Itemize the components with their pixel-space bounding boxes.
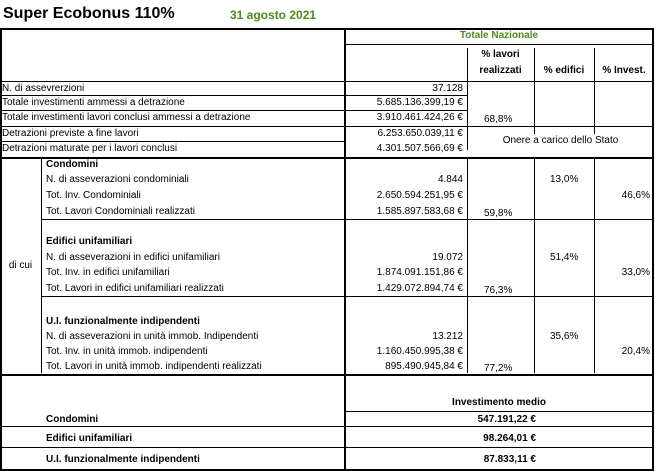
group-item-pct-invest: 46,6% [621, 190, 650, 201]
group-item-label: N. di asseverazioni in edifici unifamiliari [46, 252, 220, 263]
group-title-unifamiliari: Edifici unifamiliari [46, 236, 133, 247]
avg-label: U.I. funzionalmente indipendenti [46, 454, 200, 465]
page-title: Super Ecobonus 110% [3, 5, 175, 22]
group-item-label: Tot. Lavori Condominiali realizzati [46, 206, 195, 217]
group-item-pct-invest: 20,4% [621, 346, 650, 357]
group-item-label: Tot. Inv. Condominiali [46, 190, 141, 201]
avg-label: Condomini [46, 414, 99, 425]
row-value: 6.253.650.039,11 € [377, 128, 463, 139]
line-group1 [41, 219, 654, 220]
header-pct-buildings: % edifici [543, 65, 585, 76]
group-item-value: 1.429.072.894,74 € [376, 283, 463, 294]
group-item-value: 895.490.945,84 € [385, 361, 463, 372]
header-pct-works-1: % lavori [481, 49, 520, 60]
group-item-pct-works: 76,3% [484, 285, 513, 296]
line-row3 [0, 126, 654, 127]
divider-buildings-col [534, 48, 535, 134]
avg-value: 98.264,01 € [483, 433, 536, 444]
group-item-label: Tot. Lavori in edifici unifamiliari realizzati [46, 283, 224, 294]
header-pct-works-2: realizzati [479, 65, 522, 76]
line-details-bottom [0, 374, 654, 376]
avg-value: 87.833,11 € [483, 454, 536, 465]
group-item-label: N. di asseverazioni in unità immob. Indipendenti [46, 331, 259, 342]
row-label: Detrazioni previste a fine lavori [2, 128, 139, 139]
group-item-label: Tot. Inv. in edifici unifamiliari [46, 267, 170, 278]
avg-value: 547.191,22 € [477, 414, 536, 425]
row-label: Totale investimenti ammessi a detrazione [2, 97, 185, 108]
state-charge-label: Onere a carico dello Stato [502, 135, 619, 146]
divider-works-col-lower [467, 158, 468, 373]
line-row4 [0, 141, 344, 142]
divider-invest-col-lower [594, 158, 595, 373]
avg-title: Investimento medio [452, 397, 546, 408]
group-item-value: 1.585.897.583,68 € [376, 206, 463, 217]
line-row2 [0, 110, 467, 111]
report-date: 31 agosto 2021 [230, 8, 317, 22]
group-item-label: Tot. Lavori in unità immob. indipendenti realizzati [46, 361, 262, 372]
line-avg-2 [0, 447, 654, 448]
di-cui-label: di cui [8, 260, 33, 271]
group-item-label: Tot. Inv. in unità immob. indipendenti [46, 346, 208, 357]
row-value: 3.910.461.424,26 € [376, 112, 463, 123]
row-label: Detrazioni maturate per i lavori conclusi [2, 143, 178, 154]
group-item-pct-works: 77,2% [484, 363, 513, 374]
group-item-label: N. di asseverazioni condominiali [46, 174, 189, 185]
row-pct-works: 68,8% [484, 114, 513, 125]
line-under-national [344, 44, 654, 45]
group-item-pct-works: 59,8% [484, 208, 513, 219]
group-item-value: 1.160.450.995,38 € [376, 346, 463, 357]
row-value: 37.128 [432, 83, 463, 94]
divider-dicui-col [41, 158, 42, 373]
group-item-value: 4.844 [437, 174, 463, 185]
group-item-value: 19.072 [432, 252, 463, 263]
group-item-pct-buildings: 13,0% [550, 174, 579, 185]
group-item-value: 2.650.594.251,95 € [376, 190, 463, 201]
header-national: Totale Nazionale [459, 30, 539, 41]
group-item-pct-buildings: 35,6% [550, 331, 579, 342]
header-pct-invest: % Invest. [602, 65, 646, 76]
group-item-pct-buildings: 51,4% [550, 252, 579, 263]
row-label: Totale investimenti lavori conclusi ammessi a detrazione [2, 112, 251, 123]
group-item-pct-invest: 33,0% [621, 267, 650, 278]
line-header-bottom [0, 81, 654, 82]
line-row1 [0, 95, 467, 96]
line-group2 [41, 296, 654, 297]
avg-label: Edifici unifamiliari [46, 433, 133, 444]
group-item-value: 1.874.091.151,86 € [376, 267, 463, 278]
row-value: 5.685.136.399,19 € [376, 97, 463, 108]
group-item-value: 13.212 [432, 331, 463, 342]
row-value: 4.301.507.566,69 € [376, 143, 463, 154]
row-label: N. di assevrerzioni [2, 83, 85, 94]
summary-table [0, 28, 654, 471]
group-title-condomini: Condomini [46, 159, 99, 170]
divider-invest-col [594, 48, 595, 134]
group-title-ui-indipendenti: U.I. funzionalmente indipendenti [46, 316, 200, 327]
divider-buildings-col-lower [534, 158, 535, 373]
